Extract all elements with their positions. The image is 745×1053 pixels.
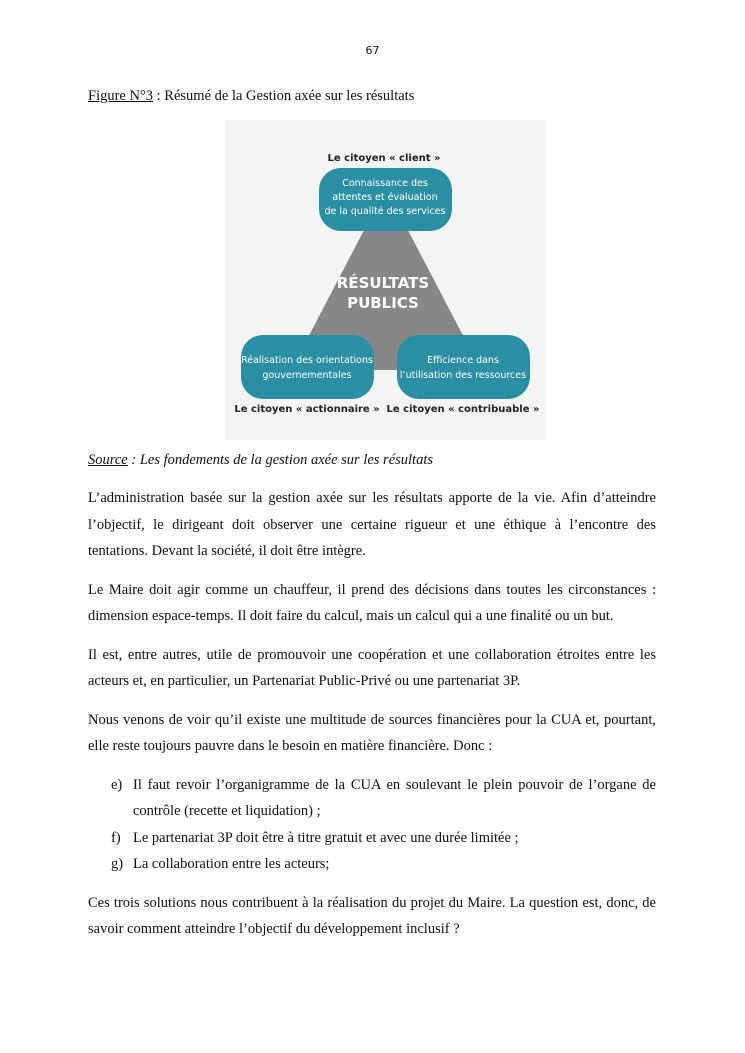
- list-item: [111, 825, 656, 852]
- paragraph: Il est, entre autres, utile de promouvoir une coopération et une collaboration étroites entre les acteurs et, en particulier, un Partenariat Public-Privé ou une partenariat 3P.: [88, 646, 656, 689]
- source-label: Source: [88, 452, 128, 468]
- left-citizen-label: Le citoyen « actionnaire »: [234, 404, 380, 415]
- figure-caption: [88, 88, 414, 105]
- top-bubble-line3: de la qualité des services: [324, 206, 446, 217]
- left-bubble-line1: Réalisation des orientations: [241, 355, 373, 366]
- results-diagram: [225, 120, 547, 440]
- body-text: [88, 485, 656, 955]
- top-citizen-label: Le citoyen « client »: [327, 153, 441, 164]
- top-bubble-line2: attentes et évaluation: [332, 192, 438, 203]
- source-text: : Les fondements de la gestion axée sur les résultats: [127, 452, 433, 468]
- top-bubble-line1: Connaissance des: [342, 178, 428, 189]
- solutions-list: [88, 772, 656, 878]
- list-item-text: Le partenariat 3P doit être à titre gratuit et avec une durée limitée ;: [133, 829, 519, 846]
- right-bubble-line1: Efficience dans: [427, 355, 499, 366]
- list-marker: e): [111, 776, 123, 793]
- right-citizen-label: Le citoyen « contribuable »: [386, 404, 540, 415]
- center-label-line1: RÉSULTATS: [336, 274, 430, 292]
- figure-caption-text: : Résumé de la Gestion axée sur les résultats: [153, 88, 415, 104]
- figure-source: [88, 452, 433, 469]
- figure-caption-label: Figure N°3: [88, 88, 154, 104]
- paragraph: Le Maire doit agir comme un chauffeur, il prend des décisions dans toutes les circonstances : dimension espace-temps. Il doit faire du calcul, mais un calcul qui a une finalité ou un but.: [88, 581, 656, 624]
- paragraph: L’administration basée sur la gestion axée sur les résultats apporte de la vie. Afin d’atteindre l’objectif, le dirigeant doit observer une certaine rigueur et une éthique à l’encontre des tentations. Devant la société, il doit être intègre.: [88, 490, 656, 559]
- left-bubble: [241, 335, 374, 399]
- list-item-text: Il faut revoir l’organigramme de la CUA en soulevant le plein pouvoir de l’organe de contrôle (recette et liquidation) ;: [133, 776, 656, 819]
- center-label-line2: PUBLICS: [347, 294, 419, 312]
- list-item-text: La collaboration entre les acteurs;: [133, 856, 330, 872]
- closing-paragraph: Ces trois solutions nous contribuent à la réalisation du projet du Maire. La question est, donc, de savoir comment atteindre l’objectif du développement inclusif ?: [88, 894, 656, 937]
- list-marker: g): [111, 856, 124, 872]
- list-marker: f): [111, 829, 121, 846]
- paragraph: Nous venons de voir qu’il existe une multitude de sources financières pour la CUA et, pourtant, elle reste toujours pauvre dans le besoin en matière financière. Donc :: [88, 711, 656, 754]
- left-bubble-line2: gouvernementales: [262, 370, 352, 381]
- right-bubble: [397, 335, 530, 399]
- page-number: 67: [365, 44, 380, 57]
- list-item: [111, 851, 656, 878]
- right-bubble-line2: l’utilisation des ressources: [399, 370, 527, 381]
- list-item: [111, 772, 656, 825]
